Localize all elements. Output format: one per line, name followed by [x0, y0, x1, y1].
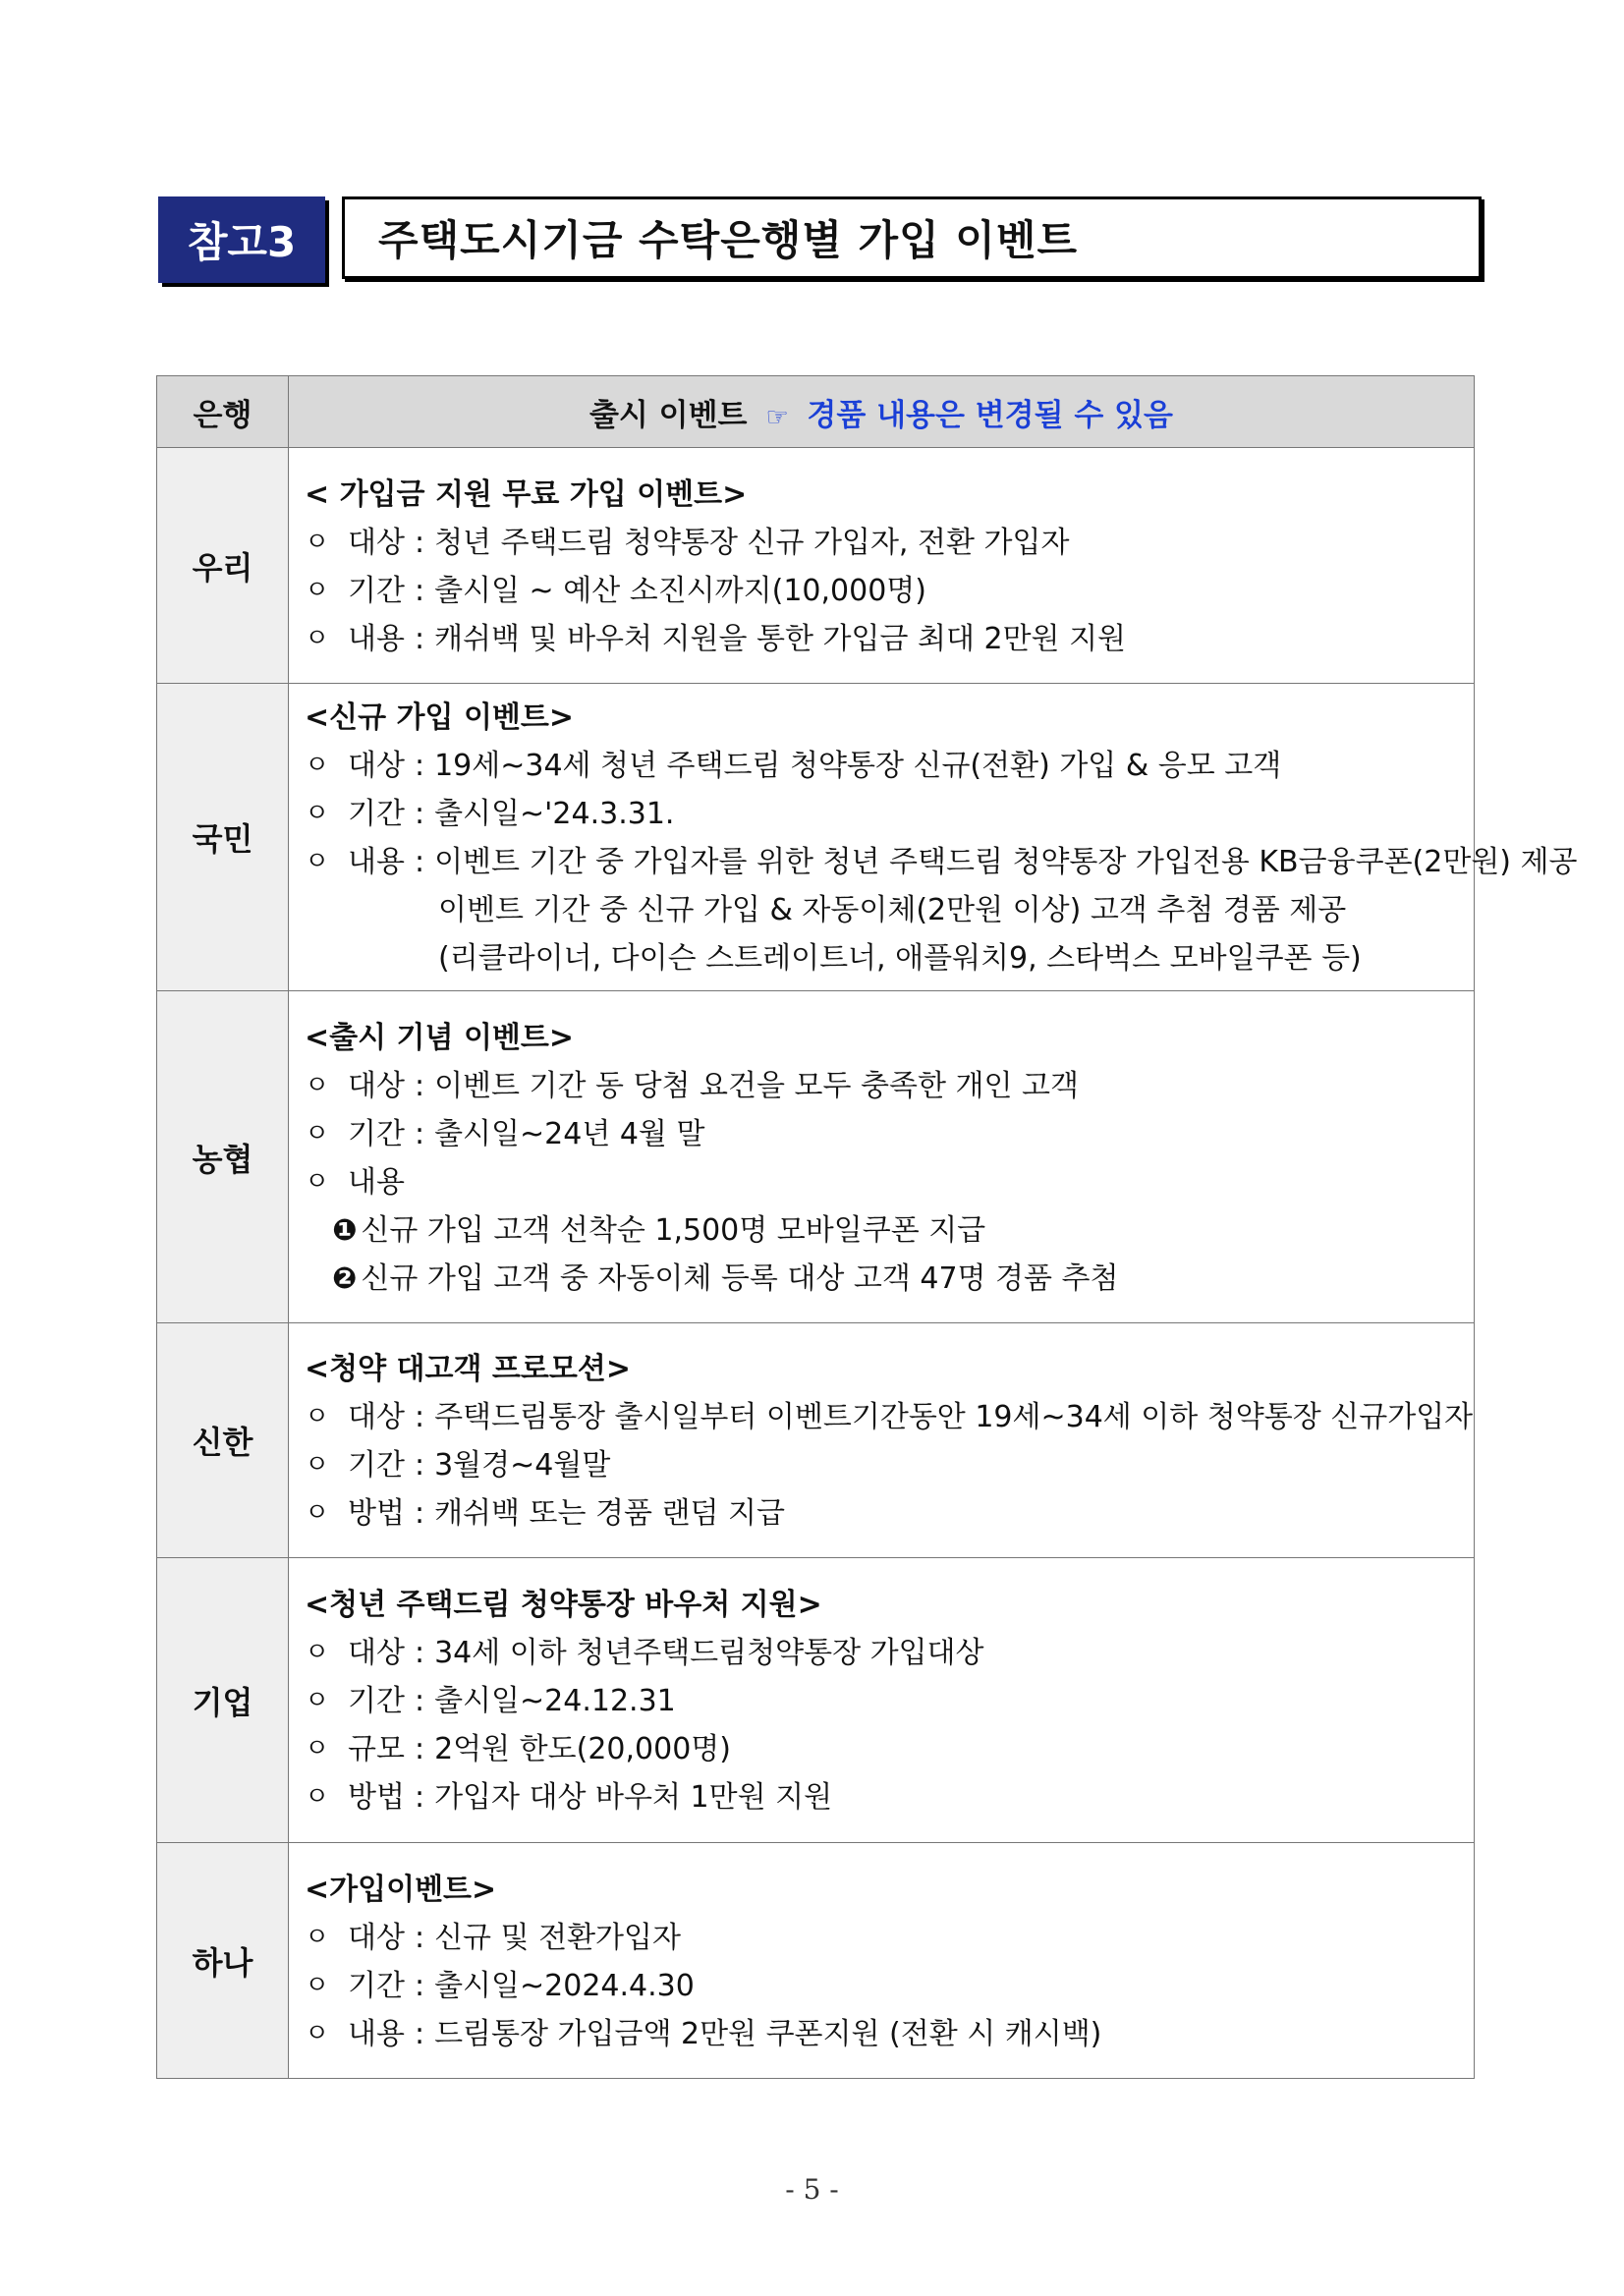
event-title: <출시 기념 이벤트> [305, 1020, 575, 1055]
bullet-icon: ㅇ [305, 1922, 330, 1952]
event-item [305, 1677, 1460, 1725]
item-text: 캐쉬백 및 바우처 지원을 통한 가입금 최대 2만원 지원 [434, 621, 1127, 656]
header-bank: 은행 [157, 376, 289, 448]
item-label: 대상 [348, 1068, 405, 1103]
event-item [305, 1773, 1460, 1821]
page-title: 주택도시기금 수탁은행별 가입 이벤트 [342, 196, 1482, 279]
bank-name: 신한 [157, 1323, 289, 1558]
event-table [156, 375, 1578, 2079]
item-colon: : [414, 1684, 425, 1718]
item-text: 3월경~4월말 [434, 1448, 611, 1483]
item-label: 기간 [348, 1116, 405, 1151]
bullet-icon: ㅇ [305, 1450, 330, 1480]
item-text: 19세~34세 청년 주택드림 청약통장 신규(전환) 가입 & 응모 고객 [434, 749, 1282, 783]
event-item-continuation: (리클라이너, 다이슨 스트레이트너, 애플워치9, 스타벅스 모바일쿠폰 등) [438, 941, 1362, 976]
item-colon: : [414, 1448, 425, 1483]
bullet-icon: ㅇ [305, 527, 330, 557]
event-item [305, 838, 1578, 886]
sub-item-text: 신규 가입 고객 선착순 1,500명 모바일쿠폰 지급 [361, 1212, 986, 1248]
event-item [305, 2010, 1460, 2058]
event-item [305, 1725, 1460, 1773]
item-text: 청년 주택드림 청약통장 신규 가입자, 전환 가입자 [434, 525, 1070, 560]
item-colon: : [414, 2016, 425, 2051]
item-text: 출시일~2024.4.30 [434, 1968, 695, 2003]
item-label: 내용 [348, 621, 405, 656]
event-title: <신규 가입 이벤트> [305, 700, 575, 735]
item-colon: : [414, 1780, 425, 1815]
item-text [424, 1158, 1460, 1206]
event-description [289, 1323, 1475, 1558]
item-text: 주택드림통장 출시일부터 이벤트기간동안 19세~34세 이하 청약통장 신규가입자 [434, 1400, 1474, 1434]
bullet-icon: ㅇ [305, 1118, 330, 1148]
item-colon: : [414, 621, 425, 656]
item-colon: : [414, 1496, 425, 1531]
item-colon: : [414, 525, 425, 560]
item-label: 대상 [348, 1920, 405, 1955]
item-label: 방법 [348, 1496, 405, 1531]
bank-name: 농협 [157, 991, 289, 1323]
item-text: 캐쉬백 또는 경품 랜덤 지급 [434, 1496, 786, 1531]
item-text: 가입자 대상 바우처 1만원 지원 [434, 1780, 833, 1815]
table-row [157, 448, 1475, 684]
bullet-icon: ㅇ [305, 1734, 330, 1764]
item-label: 기간 [348, 1968, 405, 2003]
item-colon: : [414, 1068, 425, 1103]
item-label: 내용 [348, 1164, 405, 1200]
table-row [157, 991, 1475, 1323]
table-row [157, 1558, 1475, 1843]
item-text: 34세 이하 청년주택드림청약통장 가입대상 [434, 1636, 984, 1670]
event-item [305, 1110, 1460, 1158]
item-colon: : [414, 1636, 425, 1670]
event-item [305, 1062, 1460, 1110]
item-label: 기간 [348, 1448, 405, 1483]
reference-tag: 참고3 [158, 196, 325, 283]
event-title: <청약 대고객 프로모션> [305, 1352, 631, 1386]
item-label: 방법 [348, 1780, 405, 1815]
bullet-icon: ㅇ [305, 1686, 330, 1715]
item-colon: : [414, 1732, 425, 1766]
item-text: 출시일~24.12.31 [434, 1684, 676, 1718]
bullet-icon: ㅇ [305, 799, 330, 828]
item-text: 2억원 한도(20,000명) [434, 1732, 731, 1766]
header-event-label: 출시 이벤트 [588, 397, 748, 433]
item-text: 이벤트 기간 동 당첨 요건을 모두 충족한 개인 고객 [434, 1068, 1079, 1103]
bank-name: 하나 [157, 1843, 289, 2079]
item-label: 기간 [348, 573, 405, 608]
event-sub-item [305, 1255, 1460, 1303]
bullet-icon: ㅇ [305, 751, 330, 780]
item-label: 내용 [348, 2016, 405, 2051]
item-text: 신규 및 전환가입자 [434, 1920, 681, 1955]
header-note: 경품 내용은 변경될 수 있음 [807, 397, 1173, 433]
item-label: 기간 [348, 1684, 405, 1718]
bullet-icon: ㅇ [305, 1638, 330, 1667]
bullet-icon: ㅇ [305, 2018, 330, 2048]
event-item [305, 742, 1460, 790]
event-title: <가입이벤트> [305, 1872, 497, 1907]
item-text: 출시일 ~ 예산 소진시까지(10,000명) [434, 573, 926, 608]
event-title: <청년 주택드림 청약통장 바우처 지원> [305, 1588, 822, 1622]
bullet-icon: ㅇ [305, 575, 330, 605]
item-label: 대상 [348, 749, 405, 783]
event-title: < 가입금 지원 무료 가입 이벤트> [305, 476, 748, 512]
event-sub-item [305, 1206, 1460, 1255]
header-event [289, 376, 1475, 448]
event-item [305, 519, 1460, 567]
event-description [289, 1843, 1475, 2079]
event-item [305, 1962, 1460, 2010]
event-description [289, 448, 1475, 684]
item-colon: : [414, 797, 425, 831]
item-label: 기간 [348, 797, 405, 831]
item-label: 대상 [348, 1400, 405, 1434]
bullet-icon: ㅇ [305, 847, 330, 876]
event-description [289, 1558, 1475, 1843]
item-text: 드림통장 가입금액 2만원 쿠폰지원 (전환 시 캐시백) [434, 2016, 1102, 2051]
item-colon: : [414, 749, 425, 783]
pointing-hand-icon: ☞ [765, 402, 789, 432]
event-item [305, 1393, 1474, 1441]
item-label: 대상 [348, 525, 405, 560]
bank-name: 국민 [157, 684, 289, 991]
table-row [157, 684, 1475, 991]
item-colon: : [414, 1116, 425, 1151]
bank-name: 기업 [157, 1558, 289, 1843]
bank-name: 우리 [157, 448, 289, 684]
event-description [289, 991, 1475, 1323]
number-circle-icon: ❶ [332, 1212, 358, 1248]
event-item [305, 1489, 1460, 1538]
item-label: 규모 [348, 1732, 405, 1766]
bullet-icon: ㅇ [305, 1070, 330, 1100]
item-label: 내용 [348, 845, 405, 879]
table-row [157, 1323, 1475, 1558]
item-text: 출시일~24년 4월 말 [434, 1116, 705, 1151]
event-description [289, 684, 1578, 991]
bullet-icon: ㅇ [305, 1166, 330, 1197]
event-item-continuation: 이벤트 기간 중 신규 가입 & 자동이체(2만원 이상) 고객 추첨 경품 제공 [438, 893, 1347, 927]
event-item [305, 1914, 1460, 1962]
item-colon: : [414, 1920, 425, 1955]
item-label: 대상 [348, 1636, 405, 1670]
event-item [305, 790, 1460, 838]
item-text: 출시일~'24.3.31. [434, 797, 675, 831]
page-number: - 5 - [785, 2173, 839, 2206]
section-title [158, 196, 1484, 283]
event-item [305, 1629, 1460, 1677]
item-colon: : [414, 1400, 425, 1434]
bullet-icon: ㅇ [305, 1970, 330, 2000]
table-header-row [157, 376, 1475, 448]
number-circle-icon: ❷ [332, 1260, 358, 1296]
event-item [305, 615, 1460, 663]
bullet-icon: ㅇ [305, 1402, 330, 1431]
item-text: 이벤트 기간 중 가입자를 위한 청년 주택드림 청약통장 가입전용 KB금융쿠폰(2만원) 제공 [434, 845, 1578, 879]
bullet-icon: ㅇ [305, 1782, 330, 1812]
item-colon: : [414, 573, 425, 608]
item-colon: : [414, 1968, 425, 2003]
event-item [305, 567, 1460, 615]
event-item [305, 1441, 1460, 1489]
bullet-icon: ㅇ [305, 1498, 330, 1528]
event-item [305, 1158, 1460, 1206]
table-row [157, 1843, 1475, 2079]
bullet-icon: ㅇ [305, 623, 330, 653]
sub-item-text: 신규 가입 고객 중 자동이체 등록 대상 고객 47명 경품 추첨 [361, 1260, 1119, 1296]
item-colon: : [414, 845, 425, 879]
